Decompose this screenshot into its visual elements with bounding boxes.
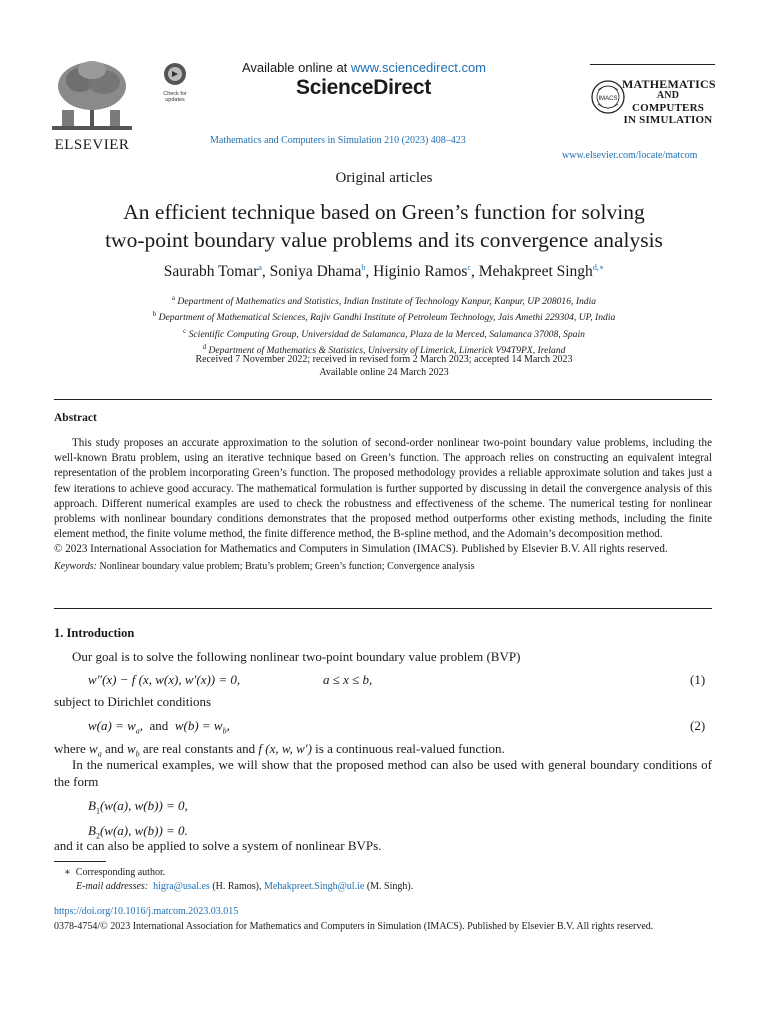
author-sup[interactable]: a	[258, 263, 262, 272]
author-name[interactable]: Higinio Ramos	[373, 263, 468, 281]
footnote	[64, 866, 413, 894]
check-updates-icon	[163, 62, 187, 86]
check-updates-line1: Check for	[163, 91, 187, 97]
check-for-updates-badge[interactable]	[156, 62, 194, 102]
imacs-seal-text: IMACS	[598, 96, 618, 102]
journal-logo-line3: COMPUTERS	[631, 102, 705, 114]
title-line1: An efficient technique based on Green’s function for solving	[123, 200, 645, 224]
article-dates	[0, 353, 768, 379]
available-date: Available online 24 March 2023	[319, 367, 449, 378]
footnote-corresponding: Corresponding author.	[75, 867, 166, 878]
section-heading: 1. Introduction	[54, 626, 135, 640]
title-line2: two-point boundary value problems and its convergence analysis	[105, 228, 663, 252]
equation-2-number: (2)	[690, 718, 706, 733]
affiliation-item: $^a$ Department of Mathematics and Statistics, Indian Institute of Technology Kanpur, Kanpur, UP 208016, India	[171, 294, 597, 308]
intro-paragraph: Our goal is to solve the following nonlinear two-point boundary value problem (BVP)	[72, 649, 521, 664]
abstract	[54, 436, 712, 574]
abstract-body: This study proposes an accurate approximation to the solution of second-order nonlinear two-point boundary value problems, including the well-known Bratu problem, using an iterative technique based on Green’s function. The approach relies on constructing an equivalent integral representation of the problem incorporating Green’s function. The proposed methodology provides a reliable approximate solution and takes just a few iterations to achieve good accuracy. The mathematical formulation is further supported by discussing in detail the convergence analysis of this approach. Different numerical examples are used to check the robustness and effectiveness of the scheme. The numerical testing for nonlinear problems with nonlinear boundary conditions demonstrates that the proposed method outperforms other existing methods, including the finite element method, the finite volume method, the finite difference method, the B-spline method, and the Adomain’s decomposition method.	[54, 437, 712, 541]
affiliation-item: $^c$ Scientific Computing Group, Universidad de Salamanca, Plaza de la Merced, Salamanca 37008, Spain	[183, 326, 585, 341]
imacs-seal-icon	[590, 72, 626, 122]
author-name[interactable]: Saurabh Tomar	[163, 263, 259, 281]
affiliation-item: $^d$ Department of Mathematics & Statistics, University of Limerick, Limerick V94T9PX, Ireland	[202, 343, 566, 357]
journal-logo-line2: AND	[656, 90, 680, 101]
available-online	[242, 60, 492, 75]
author-sup[interactable]: c	[467, 263, 471, 272]
divider	[54, 608, 712, 609]
where-clause: is a continuous real-valued function.	[315, 741, 505, 756]
abstract-heading: Abstract	[54, 412, 97, 424]
email-label: E-mail addresses:	[76, 881, 149, 892]
equation-bc: $B_1(w(a)$, w(b)) = 0, $B_2(w(a)$, w(b)) = 0.	[88, 798, 188, 841]
author-list: Saurabh Tomar$^a$, Soniya Dhama$^b$, Higinio Ramos$^c$, Mehakpreet Singh$^{d,∗}$	[163, 263, 605, 281]
equation-1: w″(x) − f (x, w(x), w′(x)) = 0,	[88, 672, 241, 687]
email-link[interactable]: Mehakpreet.Singh@ul.ie	[264, 881, 365, 892]
elsevier-logo	[52, 58, 132, 153]
keywords	[54, 559, 712, 574]
email-owner: (M. Singh).	[366, 881, 414, 892]
journal-citation[interactable]: Mathematics and Computers in Simulation 210 (2023) 408–423	[210, 135, 466, 146]
doi-link[interactable]: https://doi.org/10.1016/j.matcom.2023.03.015	[54, 906, 239, 917]
footnote-rule	[54, 861, 106, 862]
divider	[54, 399, 712, 400]
journal-logo	[590, 64, 715, 134]
issn-copyright: 0378-4754/© 2023 International Association for Mathematics and Computers in Simulation (IMACS). Published by Elsevier B.V. All rights reserved.	[54, 921, 654, 932]
equation-2: $w(a) = w_a$, and $w(b) = w_b$,	[88, 718, 230, 736]
author-name[interactable]: Soniya Dhama	[269, 263, 362, 281]
intro-paragraph: where $w_a$ and $w_b$ are real constants and f (x, w, w′) is a continuous real-valued function.	[54, 741, 505, 759]
journal-url[interactable]: www.elsevier.com/locate/matcom	[562, 150, 698, 161]
author-sup[interactable]: b	[361, 263, 366, 272]
affiliation-item: $^b$ Department of Mathematical Sciences, Rajiv Gandhi Institute of Petroleum Technology, Jais Amethi 229304, UP, India	[152, 310, 616, 324]
article-title	[0, 198, 768, 254]
author-name[interactable]: Mehakpreet Singh	[478, 263, 593, 281]
equation-1-number: (1)	[690, 672, 706, 687]
asterisk-mark: ∗	[64, 867, 71, 878]
affiliations	[0, 292, 768, 358]
available-online-label: Available online at	[242, 60, 351, 75]
intro-paragraph: subject to Dirichlet conditions	[54, 694, 212, 709]
journal-logo-line4: IN SIMULATION	[623, 114, 713, 126]
email-link[interactable]: higra@usal.es	[153, 881, 210, 892]
keywords-label: Keywords:	[54, 560, 97, 572]
article-section: Original articles	[335, 170, 433, 186]
intro-paragraph: and it can also be applied to solve a system of nonlinear BVPs.	[54, 838, 382, 853]
equation-1-domain: a ≤ x ≤ b,	[323, 672, 373, 687]
check-updates-line2: updates	[165, 97, 185, 103]
elsevier-wordmark: ELSEVIER	[54, 137, 130, 153]
sciencedirect-link[interactable]: www.sciencedirect.com	[350, 60, 487, 75]
elsevier-tree-icon	[52, 58, 132, 130]
journal-logo-line1: MATHEMATICS	[622, 77, 716, 91]
abstract-copyright: © 2023 International Association for Mathematics and Computers in Simulation (IMACS). Published by Elsevier B.V. All rights reserved.	[54, 543, 668, 556]
sciencedirect-brand: ScienceDirect	[296, 76, 432, 99]
received-dates: Received 7 November 2022; received in revised form 2 March 2023; accepted 14 March 2023	[195, 354, 573, 365]
keywords-list: Nonlinear boundary value problem; Bratu’s problem; Green’s function; Convergence analysis	[99, 560, 475, 572]
author-sup[interactable]: d,∗	[592, 263, 605, 272]
email-owner: (H. Ramos),	[212, 881, 262, 892]
intro-paragraph: In the numerical examples, we will show that the proposed method can also be used with general boundary conditions of the form	[54, 757, 712, 789]
